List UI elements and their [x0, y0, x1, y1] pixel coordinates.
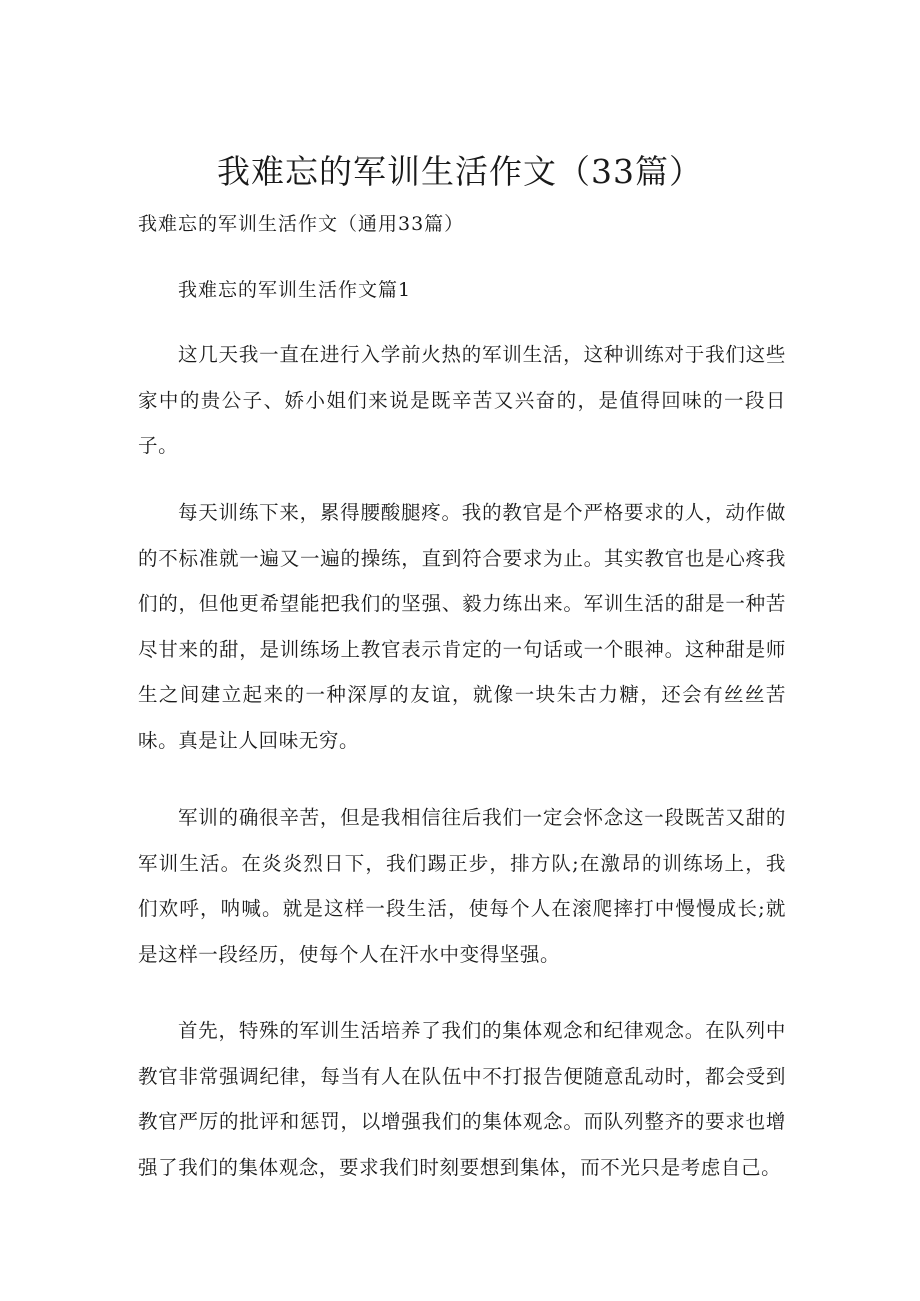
document-title: 我难忘的军训生活作文（33篇） [217, 152, 703, 191]
paragraph-1: 这几天我一直在进行入学前火热的军训生活，这种训练对于我们这些家中的贵公子、娇小姐们来说是既辛苦又兴奋的，是值得回味的一段日子。 [138, 343, 786, 458]
paragraph-4: 首先，特殊的军训生活培养了我们的集体观念和纪律观念。在队列中教官非常强调纪律，每当有人在队伍中不打报告便随意乱动时，都会受到教官严厉的批评和惩罚，以增强我们的集体观念。而队列整齐的要求也增强了我们的集体观念，要求我们时刻要想到集体，而不光只是考虑自己。 [138, 1019, 786, 1179]
paragraph-2: 每天训练下来，累得腰酸腿疼。我的教官是个严格要求的人，动作做的不标准就一遍又一遍的操练，直到符合要求为止。其实教官也是心疼我们的，但他更希望能把我们的坚强、毅力练出来。军训生活的甜是一种苦尽甘来的甜，是训练场上教官表示肯定的一句话或一个眼神。这种甜是师生之间建立起来的一种深厚的友谊，就像一块朱古力糖，还会有丝丝苦味。真是让人回味无穷。 [138, 501, 786, 752]
section-heading: 我难忘的军训生活作文篇1 [178, 279, 412, 301]
document-subtitle: 我难忘的军训生活作文（通用33篇） [138, 213, 465, 235]
paragraph-3: 军训的确很辛苦，但是我相信往后我们一定会怀念这一段既苦又甜的军训生活。在炎炎烈日下，我们踢正步，排方队;在激昂的训练场上，我们欢呼，呐喊。就是这样一段生活，使每个人在滚爬摔打中慢慢成长;就是这样一段经历，使每个人在汗水中变得坚强。 [138, 806, 786, 966]
